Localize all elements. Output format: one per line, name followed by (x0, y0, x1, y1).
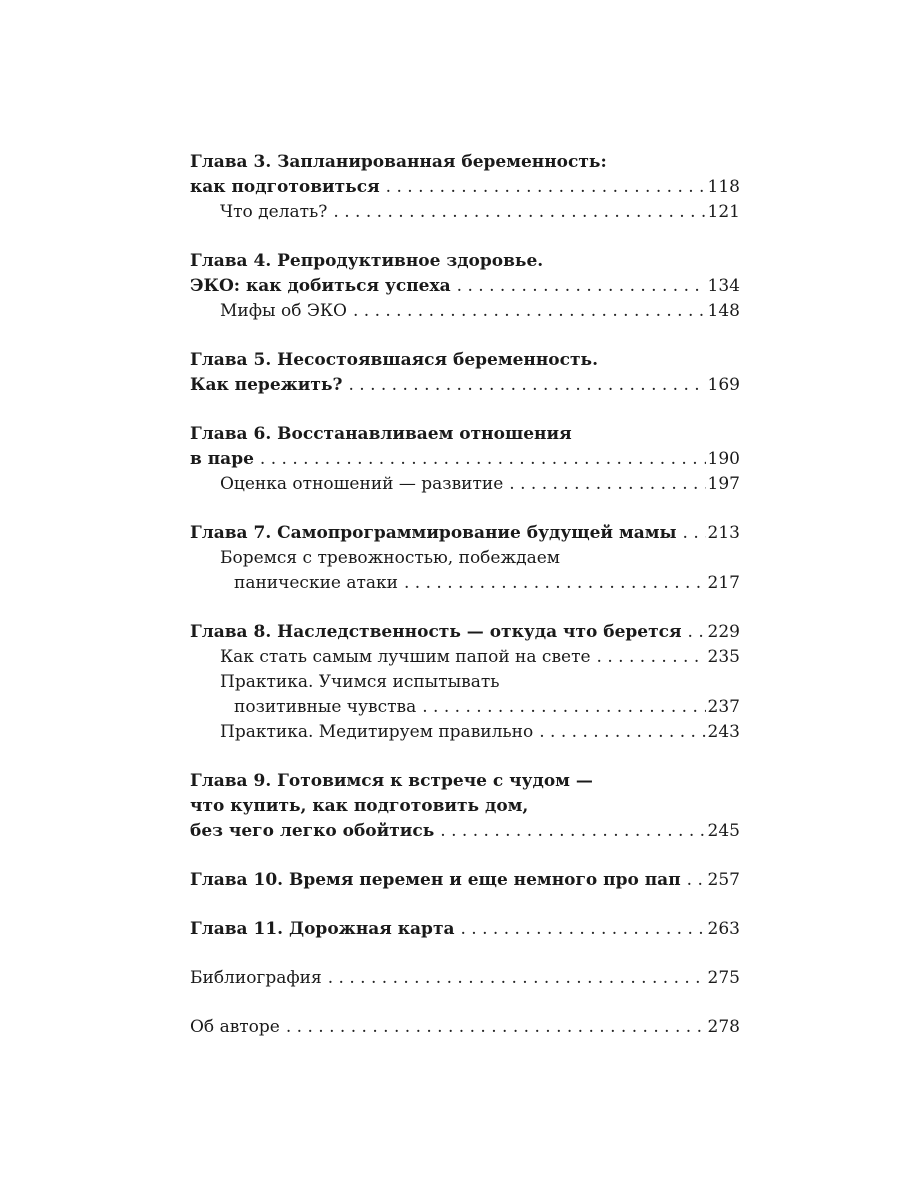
toc-chapter-line[interactable] (190, 620, 740, 645)
dot-leader (503, 472, 706, 497)
page-number: 213 (707, 523, 740, 543)
toc-entry (190, 769, 740, 844)
dot-leader (327, 200, 706, 225)
page-number: 118 (707, 177, 740, 197)
toc-line-title: Глава 4. Репродуктивное здоровье. (190, 251, 544, 271)
toc-chapter-line[interactable] (190, 274, 740, 299)
toc-chapter-line[interactable] (190, 868, 740, 893)
toc-section-line[interactable] (190, 472, 740, 497)
toc-chapter-line[interactable] (190, 150, 740, 175)
toc-section-line[interactable] (190, 670, 740, 695)
page-number: 278 (707, 1017, 740, 1037)
dot-leader (434, 819, 706, 844)
table-of-contents (190, 150, 740, 1040)
toc-chapter-line[interactable] (190, 769, 740, 794)
toc-chapter-line[interactable] (190, 794, 740, 819)
page-number: 169 (707, 375, 740, 395)
toc-line-title: Глава 6. Восстанавливаем отношения (190, 424, 572, 444)
toc-line-title: Глава 3. Запланированная беременность: (190, 152, 607, 172)
toc-section-line[interactable] (190, 1015, 740, 1040)
toc-entry (190, 521, 740, 596)
dot-leader (347, 299, 706, 324)
page-number: 217 (707, 573, 740, 593)
toc-line-title: Практика. Учимся испытывать (220, 672, 500, 692)
toc-line-title: без чего легко обойтись (190, 821, 435, 841)
page-number: 148 (707, 301, 740, 321)
toc-section-line[interactable] (190, 546, 740, 571)
toc-line-title: Практика. Медитируем правильно (220, 722, 534, 742)
toc-chapter-line[interactable] (190, 521, 740, 546)
toc-section-line[interactable] (190, 645, 740, 670)
toc-line-title: Библиография (190, 968, 322, 988)
toc-line-title: Глава 5. Несостоявшаяся беременность. (190, 350, 598, 370)
toc-line-title: Как пережить? (190, 375, 343, 395)
toc-line-title: Боремся с тревожностью, побеждаем (220, 548, 560, 568)
page-number: 190 (707, 449, 740, 469)
toc-section-line[interactable] (190, 571, 740, 596)
toc-line-title: панические атаки (234, 573, 398, 593)
page-number: 197 (707, 474, 740, 494)
page-number: 237 (707, 697, 740, 717)
toc-line-title: Глава 7. Самопрограммирование будущей мамы (190, 523, 677, 543)
toc-section-line[interactable] (190, 720, 740, 745)
page-number: 263 (707, 919, 740, 939)
dot-leader (280, 1015, 706, 1040)
toc-chapter-line[interactable] (190, 373, 740, 398)
toc-line-title: Как стать самым лучшим папой на свете (220, 647, 591, 667)
page-number: 235 (707, 647, 740, 667)
dot-leader (380, 175, 706, 200)
toc-line-title: Глава 8. Наследственность — откуда что берется (190, 622, 682, 642)
dot-leader (455, 917, 707, 942)
page-number: 257 (707, 870, 740, 890)
toc-chapter-line[interactable] (190, 917, 740, 942)
toc-line-title: Об авторе (190, 1017, 280, 1037)
dot-leader (451, 274, 706, 299)
toc-entry (190, 868, 740, 893)
toc-entry (190, 422, 740, 497)
toc-entry (190, 966, 740, 991)
toc-chapter-line[interactable] (190, 819, 740, 844)
toc-entry (190, 917, 740, 942)
toc-line-title: как подготовиться (190, 177, 380, 197)
toc-line-title: Мифы об ЭКО (220, 301, 347, 321)
toc-entry (190, 348, 740, 398)
toc-line-title: Глава 10. Время перемен и еще немного про пап (190, 870, 681, 890)
page-number: 229 (707, 622, 740, 642)
toc-line-title: Глава 11. Дорожная карта (190, 919, 455, 939)
toc-line-title: что купить, как подготовить дом, (190, 796, 529, 816)
dot-leader (533, 720, 706, 745)
toc-line-title: позитивные чувства (234, 697, 417, 717)
toc-section-line[interactable] (190, 299, 740, 324)
toc-entry (190, 150, 740, 225)
page-number: 134 (707, 276, 740, 296)
toc-chapter-line[interactable] (190, 447, 740, 472)
toc-section-line[interactable] (190, 966, 740, 991)
dot-leader (416, 695, 706, 720)
page-number: 275 (707, 968, 740, 988)
toc-entry (190, 1015, 740, 1040)
dot-leader (398, 571, 706, 596)
dot-leader (254, 447, 706, 472)
toc-section-line[interactable] (190, 695, 740, 720)
toc-line-title: Что делать? (220, 202, 328, 222)
toc-section-line[interactable] (190, 200, 740, 225)
toc-entry (190, 620, 740, 745)
toc-chapter-line[interactable] (190, 348, 740, 373)
toc-line-title: ЭКО: как добиться успеха (190, 276, 451, 296)
dot-leader (342, 373, 706, 398)
toc-line-title: в паре (190, 449, 254, 469)
dot-leader (682, 620, 706, 645)
toc-chapter-line[interactable] (190, 422, 740, 447)
page-number: 121 (707, 202, 740, 222)
dot-leader (677, 521, 706, 546)
toc-entry (190, 249, 740, 324)
page-number: 245 (707, 821, 740, 841)
dot-leader (681, 868, 706, 893)
toc-line-title: Оценка отношений — развитие (220, 474, 504, 494)
dot-leader (322, 966, 706, 991)
page-number: 243 (707, 722, 740, 742)
toc-line-title: Глава 9. Готовимся к встрече с чудом — (190, 771, 593, 791)
toc-chapter-line[interactable] (190, 175, 740, 200)
dot-leader (591, 645, 706, 670)
toc-chapter-line[interactable] (190, 249, 740, 274)
